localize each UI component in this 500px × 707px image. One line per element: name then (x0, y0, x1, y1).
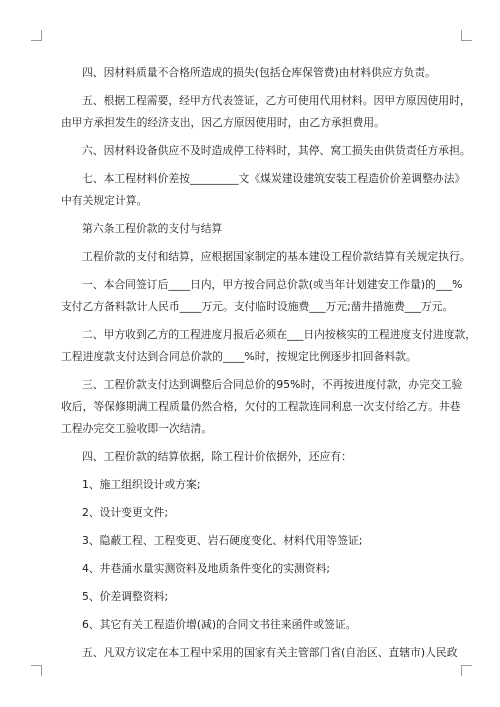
text-line: 二、甲方收到乙方的工程进度月报后必须在___日内按核实的工程进度支付进度款， (82, 328, 477, 341)
text-line: 4、井巷涌水量实测资料及地质条件变化的实测资料; (82, 562, 331, 575)
paragraph-p7 (61, 274, 463, 318)
text-line: 1、施工组织设计或方案; (82, 478, 201, 491)
text-line: 工程价款的支付和结算，应根据国家制定的基本建设工程价款结算有关规定执行。 (82, 250, 471, 263)
paragraph-p6 (61, 246, 471, 268)
crop-mark-top-right (461, 30, 472, 41)
text-line: 一、本合同签订后____日内，甲方按合同总价款(或当年计划建安工作量)的___% (82, 278, 463, 291)
paragraph-p10 (61, 446, 445, 468)
paragraph-p3 (61, 140, 471, 162)
paragraph-p2 (61, 90, 471, 134)
text-line: 四、因材料质量不合格所造成的损失(包括仓库保管费)由材料供应方负责。 (82, 66, 436, 79)
text-line: 2、设计变更文件; (82, 506, 169, 519)
text-line: 六、因材料设备供应不及时造成停工待料时，其停、窝工损失由供货责任方承担。 (82, 144, 471, 157)
text-line: 由甲方承担发生的经济支出，因乙方原因使用时，由乙方承担费用。 (61, 116, 385, 129)
crop-mark-bottom-left (31, 665, 42, 676)
text-line: 五、凡双方议定在本工程中采用的国家有关主管部门省(自治区、直辖市)人民政 (82, 646, 458, 659)
document-body (61, 62, 477, 670)
crop-mark-bottom-right (461, 665, 472, 676)
paragraph-p15 (61, 586, 445, 608)
paragraph-p14 (61, 558, 445, 580)
text-line: 3、隐蔽工程、工程变更、岩石硬度变化、材料代用等签证; (82, 534, 363, 547)
text-line: 支付乙方备料款计人民币____万元。支付临时设施费___万元;凿井措施费___万元。 (61, 300, 454, 313)
text-line: 三、工程价款支付达到调整后合同总价的95%时，不再按进度付款，办完交工验 (82, 378, 463, 391)
paragraph-p4 (61, 168, 466, 212)
text-line: 第六条工程价款的支付与结算 (82, 222, 223, 235)
paragraph-p12 (61, 502, 445, 524)
text-line: 工程进度款支付达到合同总价款的____%时，按规定比例逐步扣回备料款。 (61, 350, 417, 363)
paragraph-p16 (61, 614, 445, 636)
text-line: 五、根据工程需要，经甲方代表签证，乙方可使用代用材料。因甲方原因使用时， (82, 94, 471, 107)
text-line: 中有关规定计算。 (61, 194, 148, 207)
paragraph-p5 (61, 218, 445, 240)
paragraph-p11 (61, 474, 445, 496)
text-line: 工程办完交工验收即一次结清。 (61, 422, 213, 435)
paragraph-p17 (61, 642, 458, 664)
paragraph-p1 (61, 62, 445, 84)
text-line: 七、本工程材料价差按_________文《煤炭建设建筑安装工程造价价差调整办法》 (82, 172, 466, 185)
paragraph-p8 (61, 324, 477, 368)
text-line: 6、其它有关工程造价增(减)的合同文书往来函件或签证。 (82, 618, 357, 631)
text-line: 5、价差调整资料; (82, 590, 169, 603)
text-line: 收后，等保修期满工程质量仍然合格，欠付的工程款连同利息一次支付给乙方。井巷 (61, 400, 461, 413)
crop-mark-top-left (31, 30, 42, 41)
text-line: 四、工程价款的结算依据，除工程计价依据外，还应有： (82, 450, 352, 463)
paragraph-p13 (61, 530, 445, 552)
paragraph-p9 (61, 374, 463, 440)
